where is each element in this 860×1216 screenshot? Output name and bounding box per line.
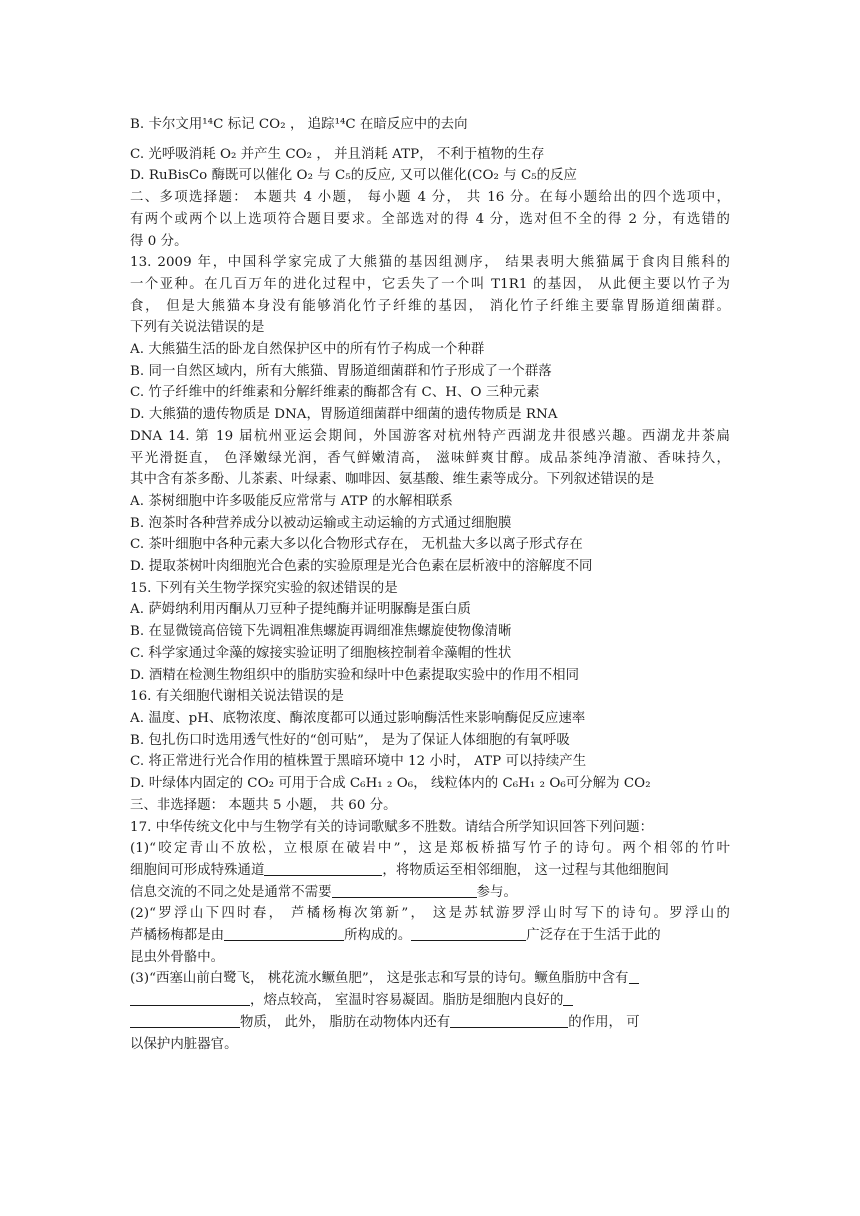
q15-option-a: A. 萨姆纳利用丙酮从刀豆种子提纯酶并证明脲酶是蛋白质 [130,602,471,618]
q13-option-d: D. 大熊猫的遗传物质是 DNA，胃肠道细菌群中细菌的遗传物质是 RNA [130,407,558,423]
q15-option-c: C. 科学家通过伞藻的嫁接实验证明了细胞核控制着伞藻帽的性状 [130,645,512,661]
q15-option-b: B. 在显微镜高倍镜下先调粗准焦螺旋再调细准焦螺旋使物像清晰 [130,624,512,640]
q13-stem-1: 13. 2009 年，中国科学家完成了大熊猫的基因组测序， 结果表明大熊猫属于食肉目熊科的 [130,255,730,271]
q12-option-c: C. 光呼吸消耗 O₂ 并产生 CO₂ ， 并且消耗 ATP， 不利于植物的生存 [130,146,545,162]
q16-option-b: B. 包扎伤口时选用透气性好的“创可贴”， 是为了保证人体细胞的有氧呼吸 [130,732,570,748]
q12-option-b: B. 卡尔文用¹⁴C 标记 CO₂ ， 追踪¹⁴C 在暗反应中的去向 [130,117,468,132]
answer-blank-5[interactable] [130,991,250,1006]
answer-blank-1[interactable] [264,861,382,876]
q17-part3-line3 [130,1012,730,1034]
q17-part2-line1: (2)“罗浮山下四时春， 芦橘杨梅次第新”， 这是苏轼游罗浮山时写下的诗句。罗浮山的 [130,906,730,922]
q17-stem: 17. 中华传统文化中与生物学有关的诗词歌赋多不胜数。请结合所学知识回答下列问题： [130,819,654,835]
q17-part2-line3: 昆虫外骨骼中。 [130,949,225,965]
q13-option-c: C. 竹子纤维中的纤维素和分解纤维素的酶都含有 C、H、O 三种元素 [130,385,540,401]
q13-stem-4: 下列有关说法错误的是 [130,320,265,336]
q15-stem: 15. 下列有关生物学探究实验的叙述错误的是 [130,580,398,596]
q14-stem-1: DNA 14. 第 19 届杭州亚运会期间，外国游客对杭州特产西湖龙井很感兴趣。西湖龙井茶扁 [130,428,730,444]
q16-option-a: A. 温度、pH、底物浓度、酶浓度都可以通过影响酶活性来影响酶促反应速率 [130,710,586,726]
q17-part1-line1: (1)“咬定青山不放松，立根原在破岩中”，这是郑板桥描写竹子的诗句。两个相邻的竹叶 [130,841,730,857]
answer-blank-7[interactable] [450,1013,568,1028]
answer-blank-2[interactable] [332,883,477,898]
q16-stem: 16. 有关细胞代谢相关说法错误的是 [130,689,344,705]
section2-instructions-end: 得 0 分。 [130,233,188,249]
q17-part3-text: 的作用， 可 [568,1014,640,1030]
q14-stem-2: 平光滑挺直， 色泽嫩绿光润，香气鲜嫩清高， 滋味鲜爽甘醇。成品茶纯净清澈、香味持久， [130,450,730,466]
q14-option-c: C. 茶叶细胞中各种元素大多以化合物形式存在， 无机盐大多以离子形式存在 [130,537,583,553]
answer-blank-5-start[interactable] [629,969,639,984]
q16-option-d: D. 叶绿体内固定的 CO₂ 可用于合成 C₆H₁ ₂ O₆， 线粒体内的 C₆H₁ ₂ O₆可分解为 CO₂ [130,776,651,792]
q13-stem-3: 食， 但是大熊猫本身没有能够消化竹子纤维的基因， 消化竹子纤维主要靠胃肠道细菌群。 [130,298,730,314]
q12-option-d: D. RuBisCo 酶既可以催化 O₂ 与 C₅的反应, 又可以催化(CO₂ 与 C₅的反应 [130,168,577,184]
answer-blank-6-start[interactable] [563,991,573,1006]
q17-part3-text: ，熔点较高， 室温时容易凝固。脂肪是细胞内良好的 [250,993,564,1009]
q14-option-b: B. 泡茶时各种营养成分以被动运输或主动运输的方式通过细胞膜 [130,515,512,531]
q17-part3-line4: 以保护内脏器官。 [130,1036,238,1052]
q17-part1-line3 [130,882,730,904]
q17-part1-text: 参与。 [476,884,517,900]
q14-stem-3: 其中含有茶多酚、儿茶素、叶绿素、咖啡因、氨基酸、维生素等成分。下列叙述错误的是 [130,472,655,488]
exam-content [130,114,730,1055]
section2-header: 二、多项选择题： 本题共 4 小题， 每小题 4 分， 共 16 分。在每小题给出的四个选项中， [130,190,730,206]
q14-option-d: D. 提取茶树叶肉细胞光合色素的实验原理是光合色素在层析液中的溶解度不同 [130,559,593,575]
answer-blank-6[interactable] [130,1013,240,1028]
q15-option-d: D. 酒精在检测生物组织中的脂肪实验和绿叶中色素提取实验中的作用不相同 [130,667,580,683]
section2-instructions: 有两个或两个以上选项符合题目要求。全部选对的得 4 分，选对但不全的得 2 分，有选错的 [130,211,730,227]
q17-part3-text: (3)“西塞山前白鹭飞， 桃花流水鳜鱼肥”， 这是张志和写景的诗句。鳜鱼脂肪中含有 [130,971,629,987]
q13-option-a: A. 大熊猫生活的卧龙自然保护区中的所有竹子构成一个种群 [130,342,485,358]
q17-part1-text: ，将物质运至相邻细胞， 这一过程与其他细胞间 [382,862,669,878]
q17-part1-text: 细胞间可形成特殊通道 [130,862,265,878]
q17-part3-line1 [130,968,730,990]
answer-blank-4[interactable] [411,926,526,941]
q17-part2-text: 广泛存在于生活于此的 [526,928,661,944]
q16-option-c: C. 将正常进行光合作用的植株置于黑暗环境中 12 小时， ATP 可以持续产生 [130,754,587,770]
q17-part2-text: 芦橘杨梅都是由 [130,928,225,944]
q13-option-b: B. 同一自然区域内，所有大熊猫、胃肠道细菌群和竹子形成了一个群落 [130,363,552,379]
q17-part1-text: 信息交流的不同之处是通常不需要 [130,884,332,900]
q17-part3-line2 [130,990,730,1012]
q17-part3-text: 物质， 此外， 脂肪在动物体内还有 [240,1014,451,1030]
q17-part1-line2 [130,860,730,882]
q17-part2-line2 [130,925,730,947]
section3-header: 三、非选择题： 本题共 5 小题， 共 60 分。 [130,797,397,813]
q13-stem-2: 一个亚种。在几百万年的进化过程中，它丢失了一个叫 T1R1 的基因， 从此便主要以竹子为 [130,276,730,292]
q17-part2-text: 所构成的。 [344,928,412,944]
answer-blank-3[interactable] [224,926,344,941]
q14-option-a: A. 茶树细胞中许多吸能反应常常与 ATP 的水解相联系 [130,493,453,509]
